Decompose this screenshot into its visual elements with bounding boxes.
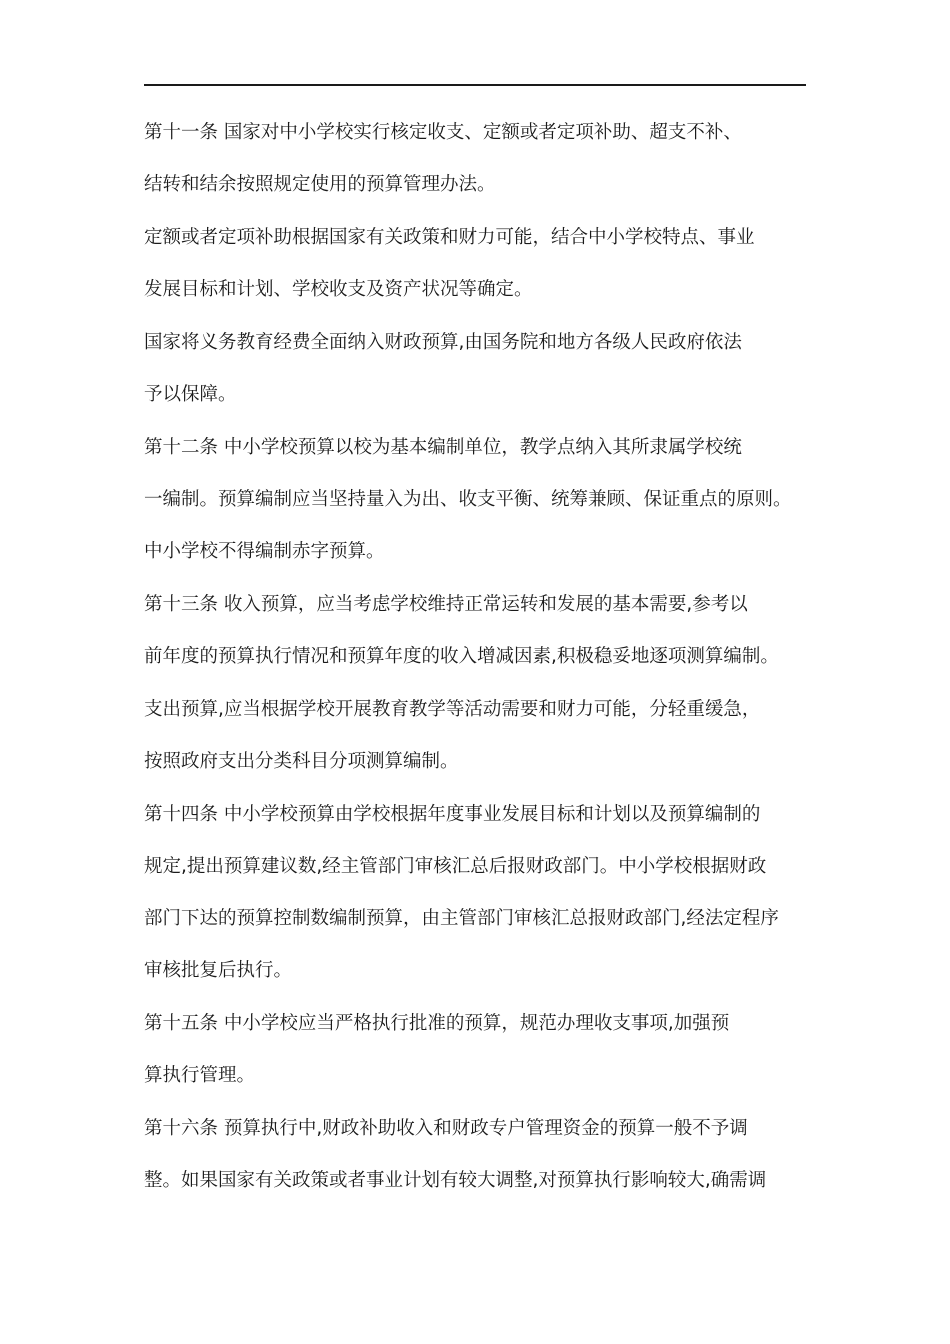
text-line: 发展目标和计划、学校收支及资产状况等确定。 xyxy=(144,279,533,300)
text-line: 第十二条 中小学校预算以校为基本编制单位，教学点纳入其所隶属学校统 xyxy=(144,437,742,458)
text-line: 国家将义务教育经费全面纳入财政预算,由国务院和地方各级人民政府依法 xyxy=(144,332,742,353)
text-line: 中小学校不得编制赤字预算。 xyxy=(144,541,385,562)
text-line: 第十四条 中小学校预算由学校根据年度事业发展目标和计划以及预算编制的 xyxy=(144,804,761,825)
text-line: 整。如果国家有关政策或者事业计划有较大调整,对预算执行影响较大,确需调 xyxy=(144,1170,767,1191)
text-line: 第十三条 收入预算，应当考虑学校维持正常运转和发展的基本需要,参考以 xyxy=(144,594,748,615)
text-line: 规定,提出预算建议数,经主管部门审核汇总后报财政部门。中小学校根据财政 xyxy=(144,856,767,877)
text-line: 审核批复后执行。 xyxy=(144,960,293,981)
text-line: 算执行管理。 xyxy=(144,1065,256,1086)
text-line: 部门下达的预算控制数编制预算，由主管部门审核汇总报财政部门,经法定程序 xyxy=(144,908,779,929)
text-line: 第十五条 中小学校应当严格执行批准的预算，规范办理收支事项,加强预 xyxy=(144,1013,730,1034)
text-line: 前年度的预算执行情况和预算年度的收入增减因素,积极稳妥地逐项测算编制。 xyxy=(144,646,779,667)
header-rule xyxy=(144,84,806,86)
text-line: 予以保障。 xyxy=(144,384,237,405)
text-line: 结转和结余按照规定使用的预算管理办法。 xyxy=(144,174,496,195)
text-line: 第十六条 预算执行中,财政补助收入和财政专户管理资金的预算一般不予调 xyxy=(144,1118,748,1139)
document-body xyxy=(144,120,806,1194)
text-line: 定额或者定项补助根据国家有关政策和财力可能，结合中小学校特点、事业 xyxy=(144,227,755,248)
text-line: 支出预算,应当根据学校开展教育教学等活动需要和财力可能，分轻重缓急， xyxy=(144,699,761,720)
text-line: 按照政府支出分类科目分项测算编制。 xyxy=(144,751,459,772)
text-line: 一编制。预算编制应当坚持量入为出、收支平衡、统筹兼顾、保证重点的原则。 xyxy=(144,489,792,510)
text-line: 第十一条 国家对中小学校实行核定收支、定额或者定项补助、超支不补、 xyxy=(144,122,742,143)
